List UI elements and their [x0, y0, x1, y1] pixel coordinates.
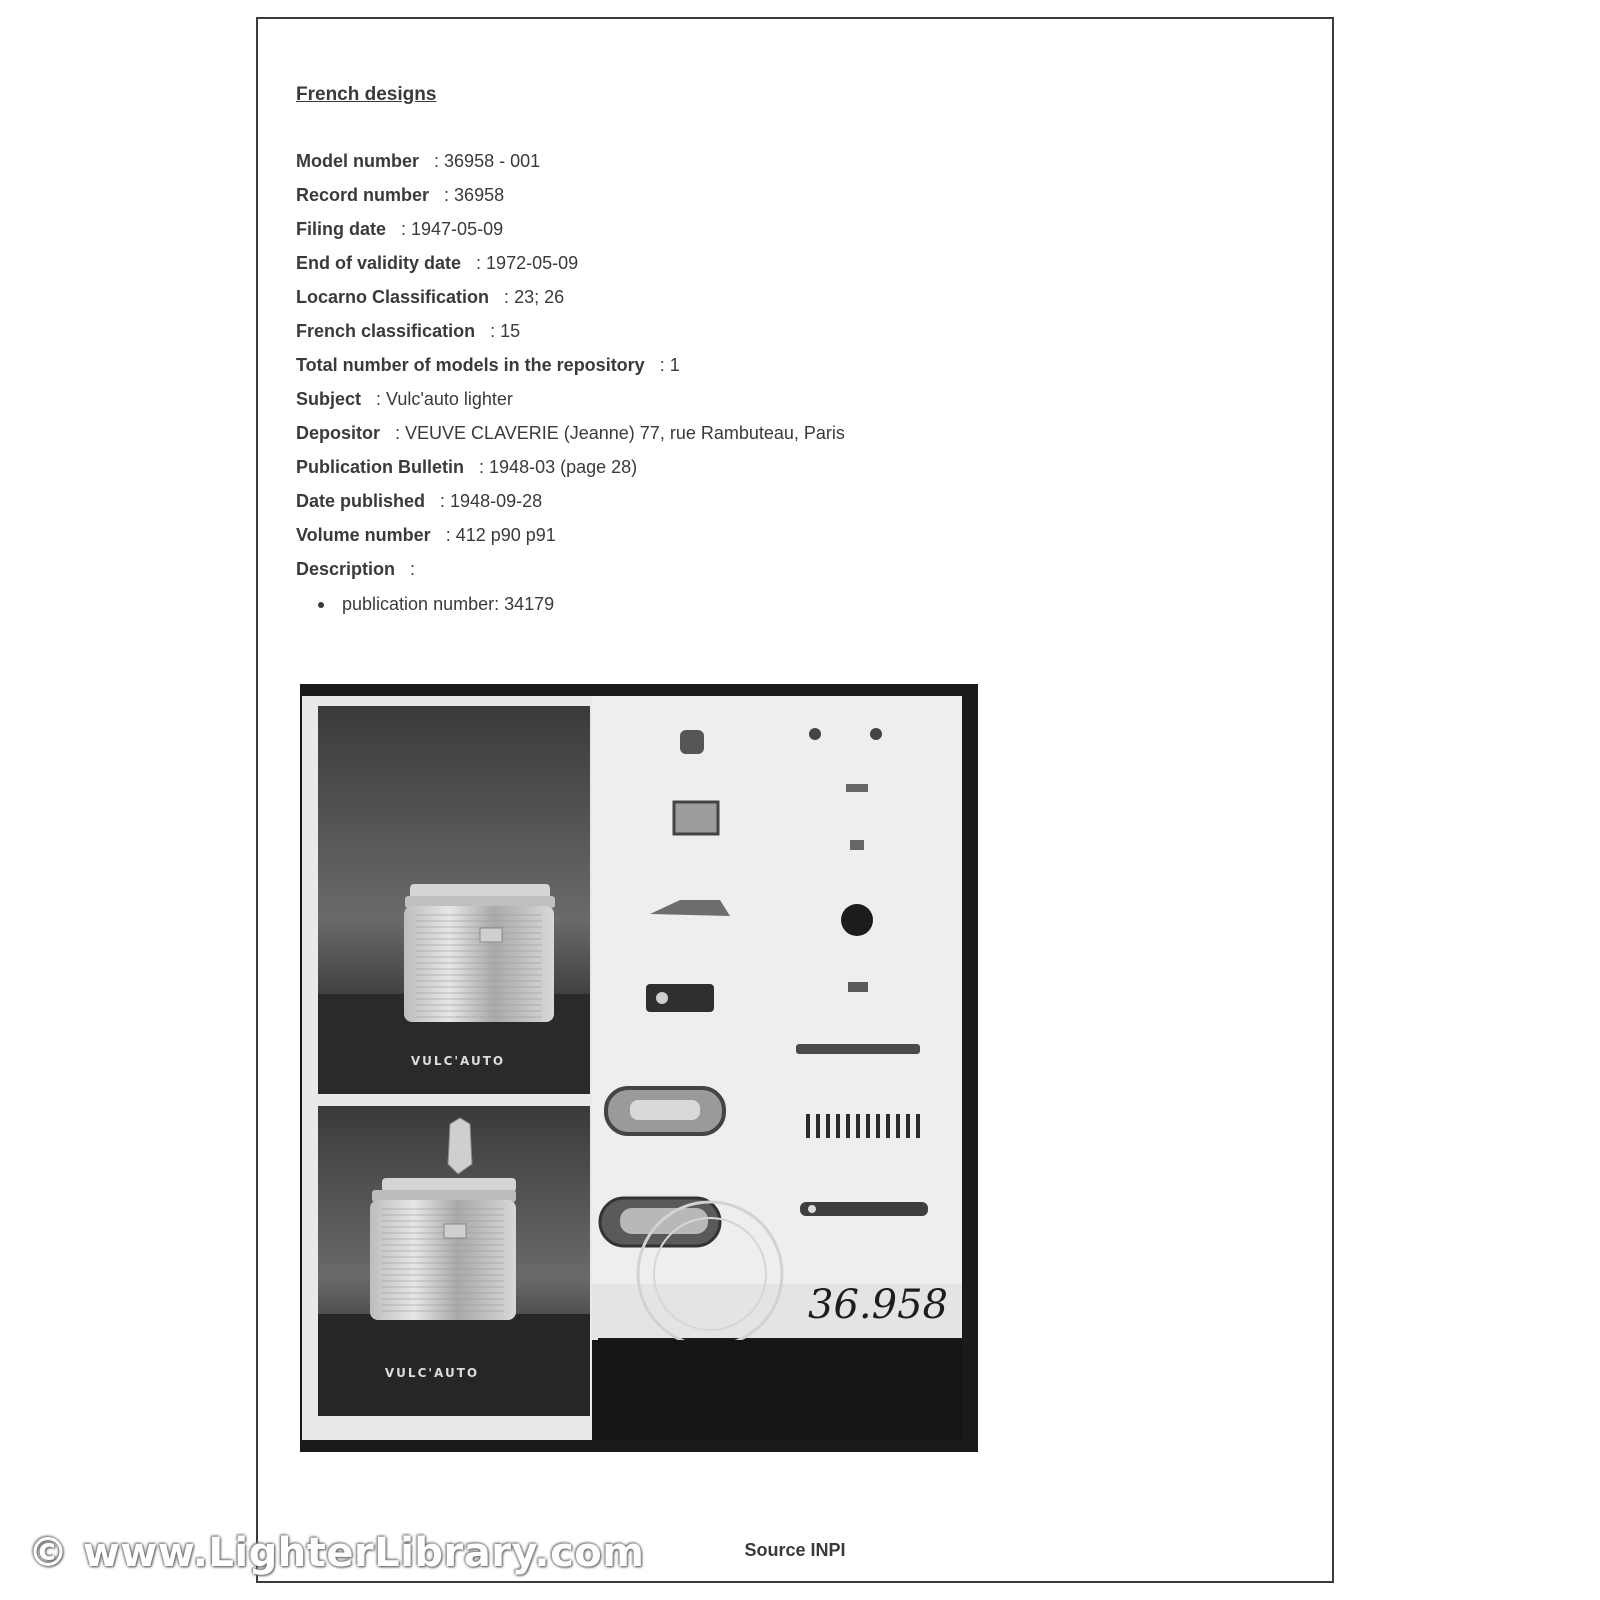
lighter-photo-top: [318, 706, 590, 1094]
description-item: publication number: 34179: [318, 593, 554, 615]
brand-label-bottom: VULC'AUTO: [384, 1366, 480, 1380]
field-date-published: Date published : 1948-09-28: [296, 491, 543, 511]
brand-label-top: VULC'AUTO: [410, 1054, 506, 1068]
description-list: [318, 593, 554, 615]
field-publication-bulletin: Publication Bulletin : 1948-03 (page 28): [296, 457, 638, 477]
design-photo: [300, 684, 978, 1452]
watermark: © www.LighterLibrary.com: [28, 1530, 645, 1576]
field-filing-date: Filing date : 1947-05-09: [296, 219, 504, 239]
parts-board: [592, 696, 962, 1346]
section-title: French designs: [296, 84, 437, 105]
field-depositor: Depositor : VEUVE CLAVERIE (Jeanne) 77, rue Rambuteau, Paris: [296, 423, 845, 443]
field-volume-number: Volume number : 412 p90 p91: [296, 525, 556, 545]
handwritten-number: 36.958: [808, 1282, 948, 1328]
document-sheet: [256, 17, 1334, 1583]
field-locarno-classification: Locarno Classification : 23; 26: [296, 287, 565, 307]
field-subject: Subject : Vulc'auto lighter: [296, 389, 513, 409]
field-list: [296, 150, 845, 592]
field-model-number: Model number : 36958 - 001: [296, 151, 541, 171]
field-total-models: Total number of models in the repository : 1: [296, 355, 680, 375]
field-record-number: Record number : 36958: [296, 185, 505, 205]
source-caption: Source INPI: [744, 1540, 846, 1560]
field-end-of-validity: End of validity date : 1972-05-09: [296, 253, 579, 273]
field-french-classification: French classification : 15: [296, 321, 521, 341]
field-description: Description :: [296, 559, 416, 579]
lighter-photo-bottom: [318, 1106, 590, 1416]
